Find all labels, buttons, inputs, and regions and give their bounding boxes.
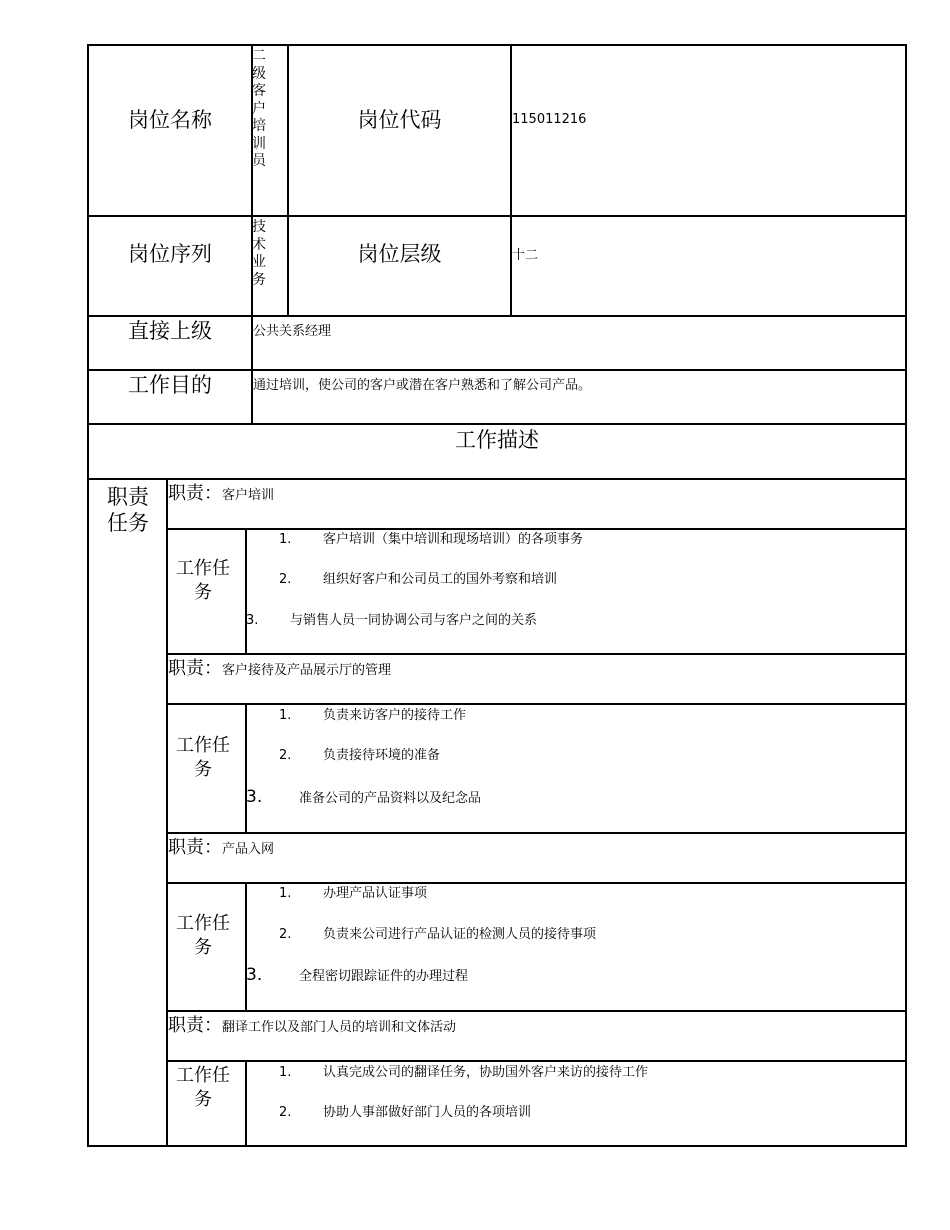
row-divider: [87, 478, 907, 480]
post-series-value: 技术业务: [252, 219, 266, 288]
task-number: 2.: [279, 927, 292, 942]
col-divider: [510, 44, 512, 316]
task-number: 3.: [246, 613, 259, 628]
row-divider: [87, 315, 907, 317]
task-text: 准备公司的产品资料以及纪念品: [299, 791, 482, 806]
post-level-label: 岗位层级: [357, 242, 442, 266]
row-divider: [166, 703, 907, 705]
task-label: 工作任务: [176, 913, 230, 958]
col-divider: [245, 1060, 247, 1147]
duty-name: 产品入网: [222, 842, 275, 857]
duty-prefix: 职责：: [168, 658, 222, 679]
task-number: 3.: [246, 965, 263, 985]
duty-name: 客户培训: [222, 488, 275, 503]
task-text: 客户培训（集中培训和现场培训）的各项事务: [323, 532, 584, 547]
table-border-right: [905, 44, 907, 1147]
col-divider: [245, 528, 247, 654]
purpose-value: 通过培训，使公司的客户或潜在客户熟悉和了解公司产品。: [253, 378, 592, 393]
duty-title: [168, 485, 274, 503]
purpose-label: 工作目的: [128, 373, 212, 397]
duty-title: [168, 660, 391, 678]
task-text: 与销售人员一同协调公司与客户之间的关系: [290, 613, 538, 628]
table-border-top: [87, 44, 907, 46]
row-divider: [87, 369, 907, 371]
post-code-label: 岗位代码: [357, 108, 442, 132]
row-divider: [166, 528, 907, 530]
superior-label: 直接上级: [128, 319, 212, 343]
row-divider: [166, 882, 907, 884]
table-border-bottom: [87, 1145, 907, 1147]
row-divider: [87, 215, 907, 217]
post-level-value: 十二: [512, 248, 539, 263]
task-number: 2.: [279, 748, 292, 763]
duty-name: 客户接待及产品展示厅的管理: [222, 663, 392, 678]
duty-prefix: 职责：: [168, 483, 222, 504]
task-number: 2.: [279, 572, 292, 587]
post-code-value: 115011216: [512, 112, 587, 127]
task-text: 负责来公司进行产品认证的检测人员的接待事项: [323, 927, 597, 942]
task-number: 1.: [279, 708, 292, 723]
task-text: 全程密切跟踪证件的办理过程: [299, 969, 469, 984]
duty-prefix: 职责：: [168, 1015, 222, 1036]
task-text: 办理产品认证事项: [323, 886, 428, 901]
post-name-value: 二级客户培训员: [252, 48, 266, 169]
task-label: 工作任务: [176, 735, 230, 780]
duty-name: 翻译工作以及部门人员的培训和文体活动: [222, 1020, 457, 1035]
description-title: 工作描述: [455, 428, 539, 452]
duty-title: [168, 1017, 456, 1035]
task-text: 负责接待环境的准备: [323, 748, 441, 763]
col-divider: [245, 703, 247, 833]
task-number: 1.: [279, 1065, 292, 1080]
task-text: 认真完成公司的翻译任务，协助国外客户来访的接待工作: [323, 1065, 649, 1080]
task-text: 组织好客户和公司员工的国外考察和培训: [323, 572, 558, 587]
col-divider: [287, 44, 289, 316]
row-divider: [166, 1060, 907, 1062]
duty-prefix: 职责：: [168, 837, 222, 858]
post-series-label: 岗位序列: [128, 242, 212, 266]
task-number: 2.: [279, 1105, 292, 1120]
row-divider: [166, 1010, 907, 1012]
task-number: 1.: [279, 532, 292, 547]
task-number: 3.: [246, 787, 263, 807]
post-name-label: 岗位名称: [128, 108, 212, 132]
duty-section-label: 职责任务: [107, 485, 149, 535]
task-number: 1.: [279, 886, 292, 901]
col-divider: [245, 882, 247, 1011]
superior-value: 公共关系经理: [253, 324, 332, 339]
row-divider: [87, 423, 907, 425]
task-label: 工作任务: [176, 558, 230, 603]
task-text: 协助人事部做好部门人员的各项培训: [323, 1105, 532, 1120]
row-divider: [166, 832, 907, 834]
task-text: 负责来访客户的接待工作: [323, 708, 467, 723]
task-label: 工作任务: [176, 1065, 230, 1110]
row-divider: [166, 653, 907, 655]
duty-title: [168, 839, 274, 857]
table-border-left: [87, 44, 89, 1147]
